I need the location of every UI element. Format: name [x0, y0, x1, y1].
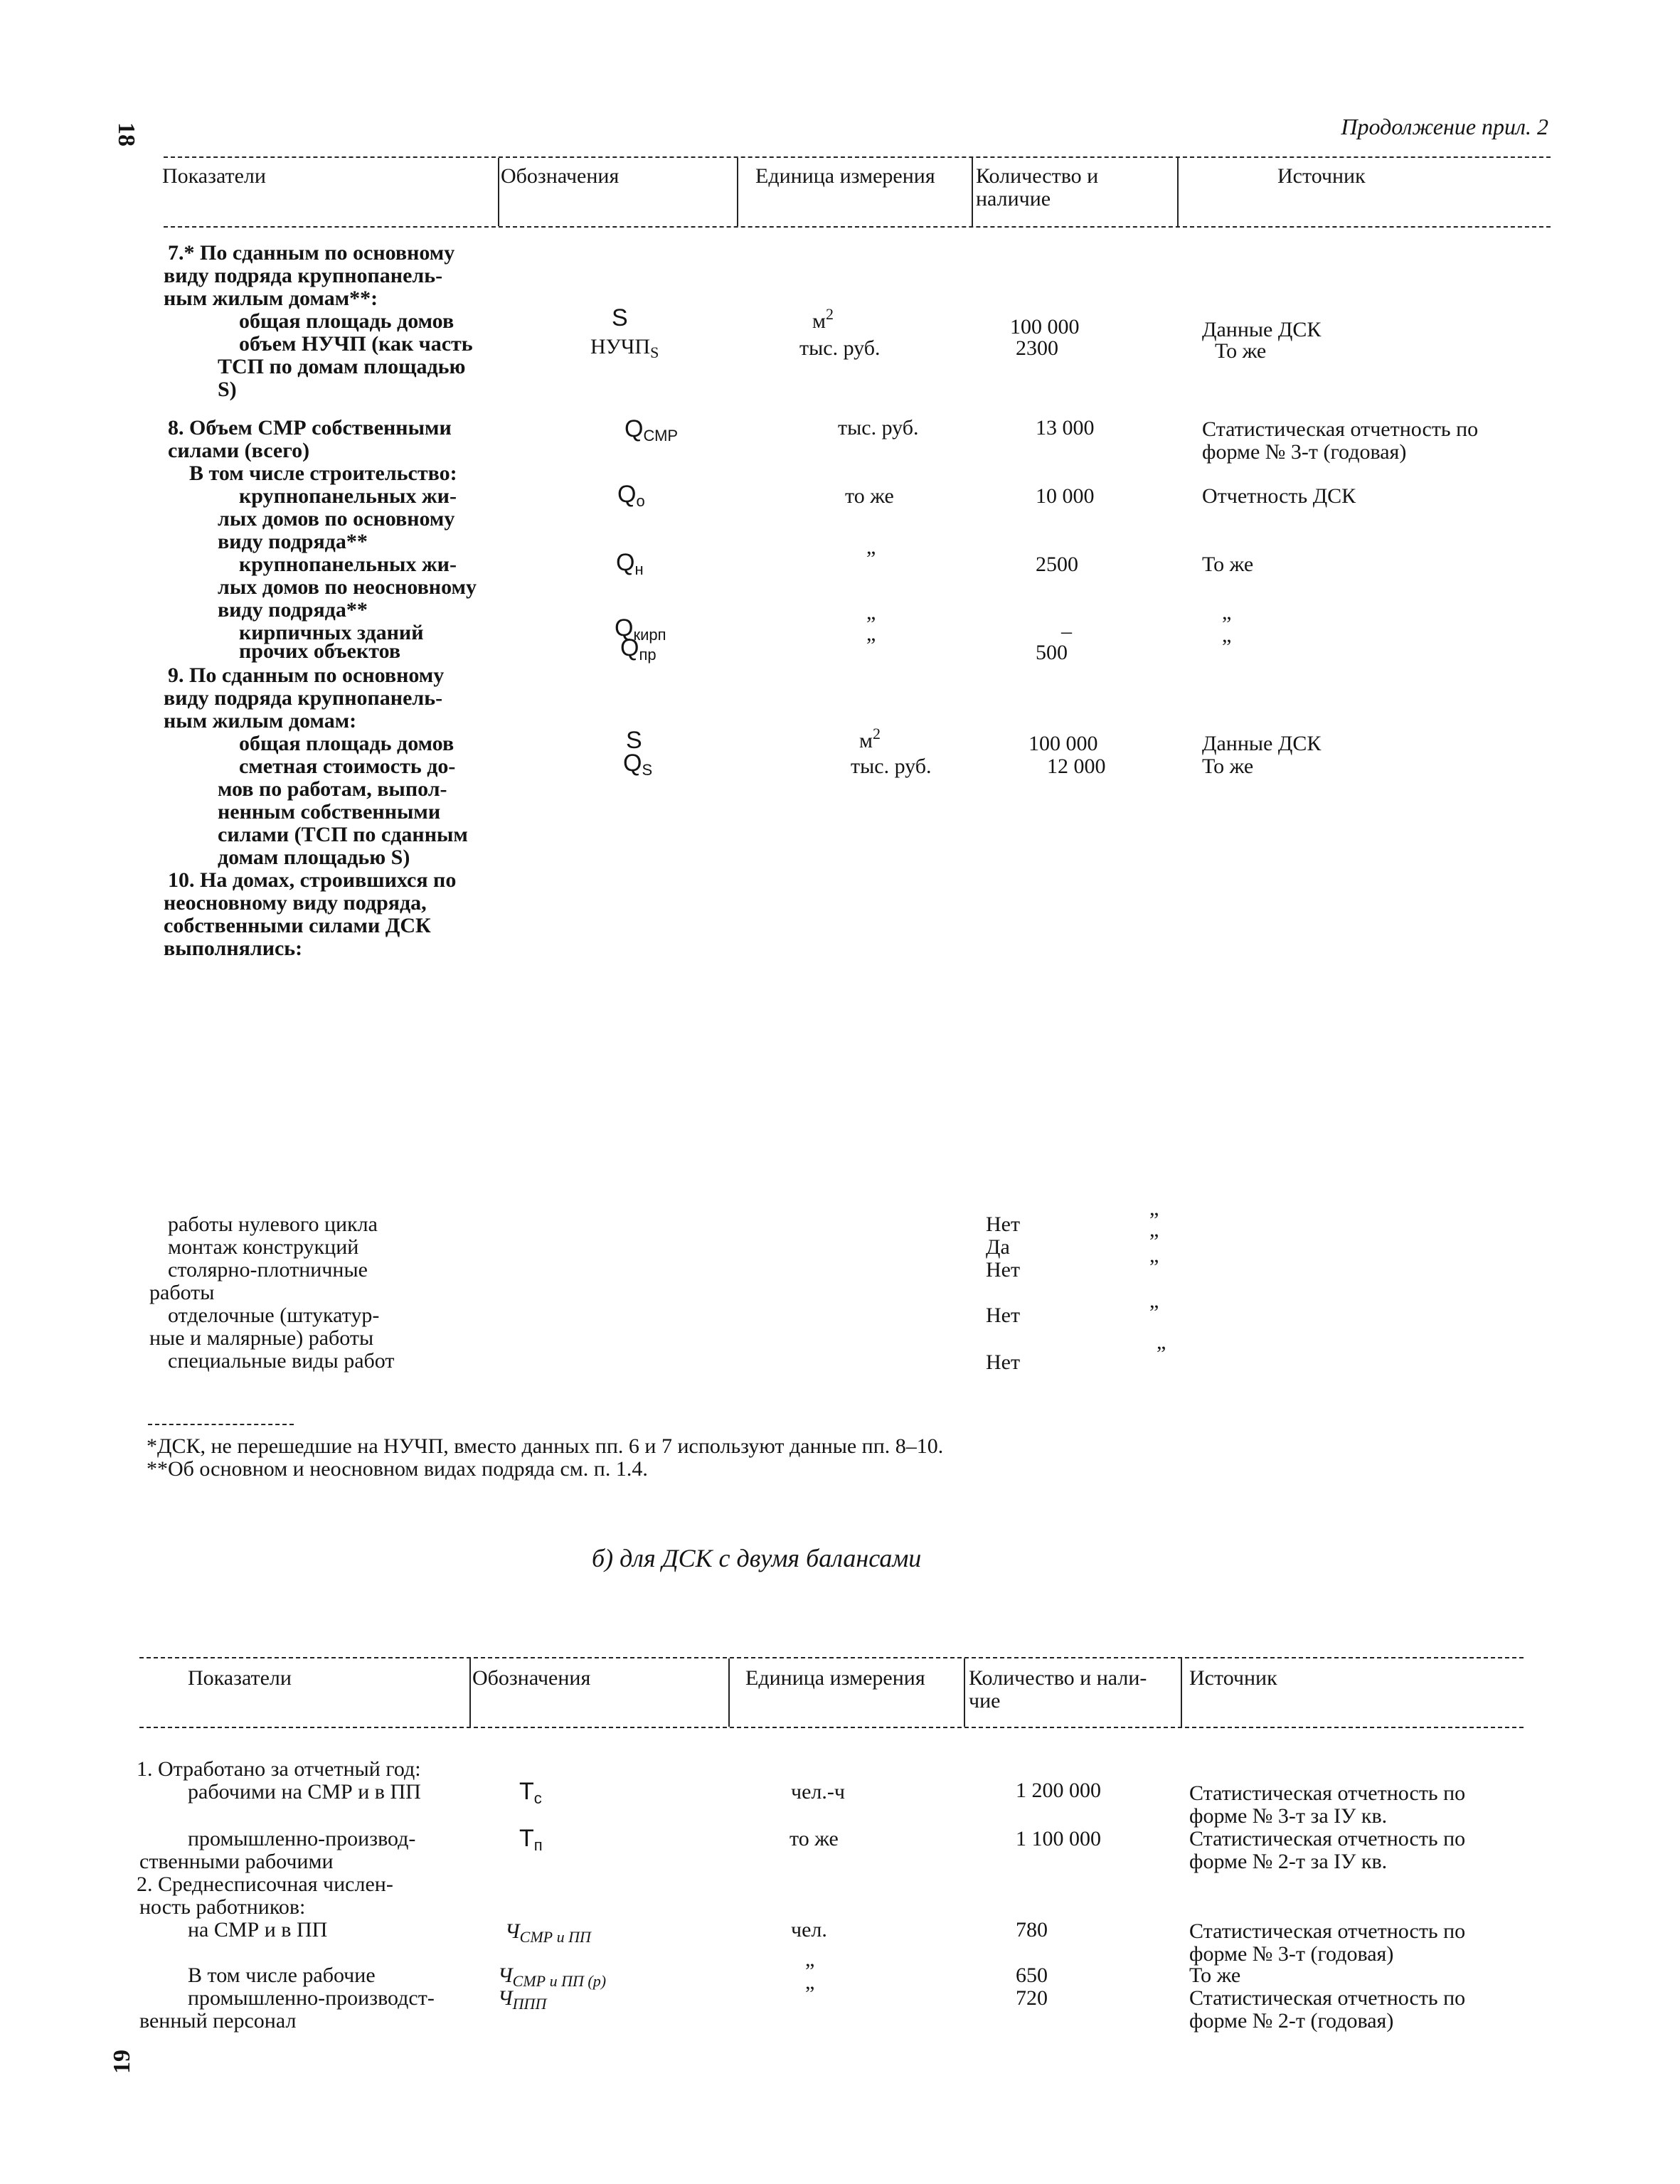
row8-b-quantity: 2500 — [1036, 553, 1078, 576]
row7-a-symbol: S — [612, 304, 628, 331]
row10-item-0-src: ” — [1149, 1208, 1159, 1232]
row8-b-label-line3: виду подряда** — [218, 598, 368, 622]
t2-row2-a-source-line2: форме № 3-т (годовая) — [1189, 1942, 1394, 1966]
row8-c-source: ” — [1222, 612, 1232, 636]
row10-item-2-qty: Нет — [986, 1258, 1021, 1282]
row10-title-line1: 10. На домах, строившихся по — [168, 868, 457, 892]
row8-c-label: кирпичных зданий — [239, 621, 424, 644]
row7-title-line2: виду подряда крупнопанель- — [164, 264, 443, 287]
row10-item-0-label: работы нулевого цикла — [168, 1213, 378, 1236]
t1-col-source: Источник — [1277, 164, 1366, 188]
row9-b-source: То же — [1202, 755, 1254, 778]
row8-title-line2: силами (всего) — [168, 439, 310, 462]
row9-title-line2: виду подряда крупнопанель- — [164, 686, 443, 710]
t2-col-quantity-2: чие — [969, 1689, 1001, 1712]
row8-d-source: ” — [1222, 635, 1232, 659]
row9-b-label-line4: силами (ТСП по сданным — [218, 823, 468, 846]
t2-row1-b-symbol: $T_п$ — [519, 1825, 543, 1854]
row7-b-symbol: $НУЧП_S$ — [590, 335, 659, 361]
continuation-label: Продолжение прил. 2 — [1341, 114, 1548, 139]
t2-row2-title-line1: 2. Среднесписочная числен- — [137, 1873, 393, 1896]
t2-row1-b-source-line2: форме № 2-т за IУ кв. — [1189, 1850, 1388, 1873]
t2-row1-a-symbol: $T_с$ — [519, 1778, 542, 1807]
row8-a-quantity: 10 000 — [1036, 484, 1095, 508]
row8-a-label-line2: лых домов по основному — [218, 507, 455, 531]
row7-b-label-line1: объем НУЧП (как часть — [239, 332, 473, 356]
t2-row2-b-quantity: 650 — [1016, 1964, 1048, 1987]
t2-row2-c-label-line1: промышленно-производст- — [188, 1986, 435, 2010]
t2-row1-a-source-line1: Статистическая отчетность по — [1189, 1781, 1466, 1805]
row7-b-quantity: 2300 — [1016, 336, 1058, 360]
t2-row2-c-source-line2: форме № 2-т (годовая) — [1189, 2009, 1394, 2033]
t2-col-source: Источник — [1189, 1666, 1277, 1690]
t2-row2-a-label: на СМР и в ПП — [188, 1918, 328, 1941]
t2-row1-b-label-line1: промышленно-производ- — [188, 1827, 416, 1850]
t2-row2-c-quantity: 720 — [1016, 1986, 1048, 2010]
t2-row1-a-unit: чел.-ч — [791, 1780, 845, 1804]
row10-title-line2: неосновному виду подряда, — [164, 891, 427, 915]
t2-row1-b-quantity: 1 100 000 — [1016, 1827, 1101, 1850]
t2-col-designations: Обозначения — [472, 1666, 591, 1690]
t2-col-quantity-1: Количество и нали- — [969, 1666, 1147, 1690]
row8-d-symbol: $Q_{пр}$ — [620, 634, 656, 664]
row8-b-symbol: $Q_н$ — [616, 549, 644, 578]
row8-c-symbol: $Q_{кирп}$ — [615, 614, 666, 644]
footnote-1: *ДСК, не перешедшие на НУЧП, вместо данных пп. 6 и 7 используют данные пп. 8–10. — [147, 1434, 944, 1458]
t2-row2-title-line2: ность работников: — [139, 1895, 306, 1919]
row9-a-source: Данные ДСК — [1202, 732, 1322, 755]
row10-title-line3: собственными силами ДСК — [164, 914, 431, 937]
row10-item-4-src: ” — [1157, 1342, 1166, 1365]
row9-a-unit: $м^2$ — [859, 725, 881, 752]
row8-a-symbol: $Q_о$ — [617, 481, 645, 510]
row9-b-label-line2: мов по работам, выпол- — [218, 777, 447, 801]
t2-col-unit: Единица измерения — [745, 1666, 925, 1690]
row10-item-3-src: ” — [1149, 1301, 1159, 1324]
row9-b-label-line5: домам площадью S) — [218, 846, 410, 869]
t2-row1-title: 1. Отработано за отчетный год: — [137, 1757, 421, 1781]
row8-c-quantity: – — [1061, 619, 1072, 643]
t1-col-quantity-2: наличие — [976, 187, 1051, 211]
t2-row2-b-label: В том числе рабочие — [188, 1964, 376, 1987]
t2-row2-a-unit: чел. — [791, 1918, 827, 1941]
row10-item-3-label2: ные и малярные) работы — [149, 1326, 374, 1350]
row8-source-line2: форме № 3-т (годовая) — [1202, 440, 1407, 464]
t1-col-designations: Обозначения — [501, 164, 620, 188]
t2-row1-b-source-line1: Статистическая отчетность по — [1189, 1827, 1466, 1850]
row8-b-unit: ” — [866, 547, 876, 570]
t2-row2-b-unit: ” — [805, 1959, 815, 1983]
row8-b-label-line1: крупнопанельных жи- — [239, 553, 457, 576]
footnote-2: **Об основном и неосновном видах подряда см. п. 1.4. — [147, 1457, 648, 1481]
t1-col-unit: Единица измерения — [755, 164, 935, 188]
t1-col-indicators: Показатели — [162, 164, 266, 188]
row10-item-2-src: ” — [1149, 1255, 1159, 1279]
row7-b-label-line2: ТСП по домам площадью — [218, 355, 466, 378]
row9-a-quantity: 100 000 — [1028, 732, 1098, 755]
row8-a-unit: то же — [845, 484, 894, 508]
row9-b-label-line1: сметная стоимость до- — [239, 755, 456, 778]
row10-item-1-label: монтаж конструкций — [168, 1235, 359, 1259]
t2-row1-a-source-line2: форме № 3-т за IУ кв. — [1189, 1804, 1388, 1828]
t2-row1-b-label-line2: ственными рабочими — [139, 1850, 334, 1873]
row8-including: В том числе строительство: — [189, 462, 457, 485]
t2-col-indicators: Показатели — [188, 1666, 292, 1690]
page-number-bottom: 19 — [109, 2050, 135, 2074]
row8-d-label: прочих объектов — [239, 639, 401, 663]
row8-a-label-line1: крупнопанельных жи- — [239, 484, 457, 508]
row10-item-3-label: отделочные (штукатур- — [168, 1304, 380, 1327]
row9-a-label: общая площадь домов — [239, 732, 454, 755]
row7-b-label-line3: S) — [218, 378, 237, 401]
row9-b-quantity: 12 000 — [1047, 755, 1106, 778]
row9-b-symbol: $Q_S$ — [623, 750, 653, 779]
row10-title-line4: выполнялись: — [164, 937, 303, 960]
t2-row2-c-unit: ” — [805, 1982, 815, 2005]
row10-item-3-qty: Нет — [986, 1304, 1021, 1327]
row10-item-2-label2: работы — [149, 1281, 215, 1304]
row8-a-source: Отчетность ДСК — [1202, 484, 1356, 508]
row7-a-unit: $м^2$ — [812, 305, 834, 333]
row9-b-label-line3: ненным собственными — [218, 800, 441, 824]
row7-b-unit: тыс. руб. — [799, 336, 881, 360]
row10-item-1-qty: Да — [986, 1235, 1010, 1259]
row9-b-unit: тыс. руб. — [851, 755, 932, 778]
row10-item-4-qty: Нет — [986, 1351, 1021, 1374]
page-number-top: 18 — [113, 122, 139, 147]
t2-row2-a-symbol: $Ч_{СМР и ПП}$ — [505, 1919, 591, 1946]
row9-title-line3: ным жилым домам: — [164, 709, 357, 733]
row7-title-line1: 7.* По сданным по основному — [168, 241, 455, 265]
t1-col-quantity-1: Количество и — [976, 164, 1099, 188]
row8-a-label-line3: виду подряда** — [218, 530, 368, 553]
row7-a-label: общая площадь домов — [239, 309, 454, 333]
row9-title-line1: 9. По сданным по основному — [168, 664, 445, 687]
row8-b-label-line2: лых домов по неосновному — [218, 575, 477, 599]
row8-d-quantity: 500 — [1036, 641, 1068, 664]
t2-row2-b-symbol: $Ч_{СМР и ПП (р)}$ — [498, 1964, 607, 1990]
row10-item-0-qty: Нет — [986, 1213, 1021, 1236]
row8-quantity: 13 000 — [1036, 416, 1095, 440]
row10-item-1-src: ” — [1149, 1230, 1159, 1253]
t2-row1-b-unit: то же — [790, 1827, 839, 1850]
t2-row2-a-quantity: 780 — [1016, 1918, 1048, 1941]
row7-title-line3: ным жилым домам**: — [164, 287, 378, 310]
t2-row2-a-source-line1: Статистическая отчетность по — [1189, 1919, 1466, 1943]
t2-row2-c-label-line2: венный персонал — [139, 2009, 297, 2033]
row7-a-quantity: 100 000 — [1010, 315, 1080, 339]
t2-row1-a-label: рабочими на СМР и в ПП — [188, 1780, 421, 1804]
row10-item-2-label: столярно-плотничные — [168, 1258, 368, 1282]
row7-b-source: То же — [1215, 339, 1267, 363]
row8-c-unit: ” — [866, 612, 876, 636]
row8-title-line1: 8. Объем СМР собственными — [168, 416, 452, 440]
t2-row2-c-symbol: $Ч_{ППП}$ — [498, 1986, 547, 2013]
row8-d-unit: ” — [866, 634, 876, 657]
row8-unit: тыс. руб. — [838, 416, 919, 440]
row8-symbol: $Q_{СМР}$ — [624, 415, 679, 444]
row9-a-symbol: S — [626, 727, 642, 754]
row8-source-line1: Статистическая отчетность по — [1202, 417, 1479, 441]
row7-a-source: Данные ДСК — [1202, 318, 1322, 341]
row8-b-source: То же — [1202, 553, 1254, 576]
t2-row2-b-source: То же — [1189, 1964, 1241, 1987]
section-b-title: б) для ДСК с двумя балансами — [592, 1544, 922, 1572]
row10-item-4-label: специальные виды работ — [168, 1349, 395, 1373]
t2-row2-c-source-line1: Статистическая отчетность по — [1189, 1986, 1466, 2010]
t2-row1-a-quantity: 1 200 000 — [1016, 1779, 1101, 1802]
